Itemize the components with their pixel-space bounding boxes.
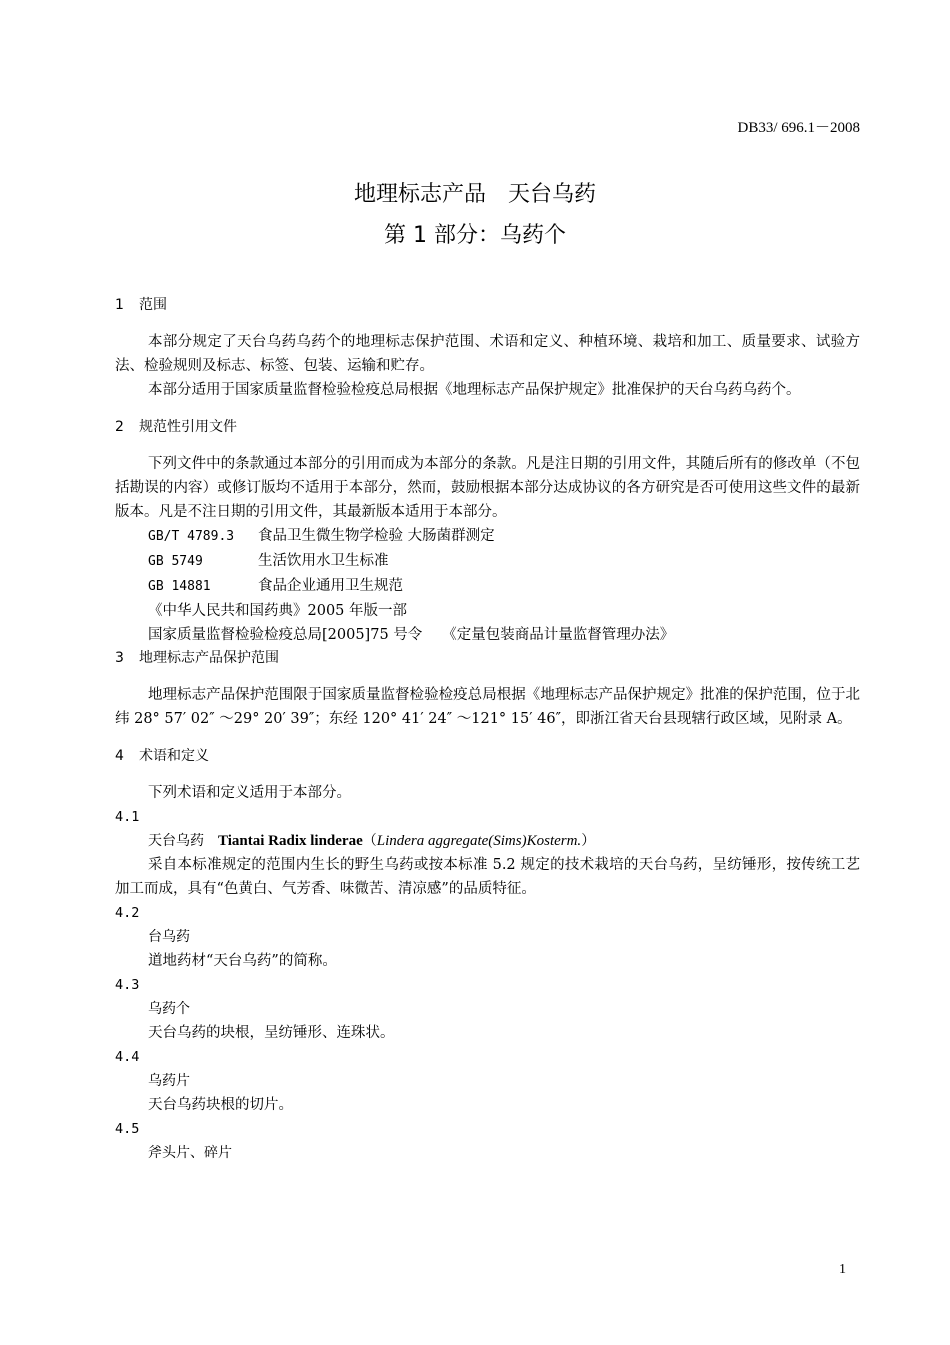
term-english: Tiantai Radix linderae xyxy=(218,833,363,849)
document-body xyxy=(115,294,860,1165)
section-number: 1 xyxy=(115,297,124,313)
reference-title: 食品卫生微生物学检验 大肠菌群测定 xyxy=(258,528,495,544)
paragraph: 本部分适用于国家质量监督检验检疫总局根据《地理标志产品保护规定》批准保护的天台乌药乌药个。 xyxy=(148,382,801,398)
reference-code: 国家质量监督检验检疫总局[2005]75 号令 xyxy=(148,627,423,643)
section-heading-terms xyxy=(115,745,860,767)
section-number: 4 xyxy=(115,748,124,764)
latin-paren-open: （ xyxy=(362,833,377,849)
term-definition: 天台乌药块根的切片。 xyxy=(148,1097,293,1113)
reference-code: GB 5749 xyxy=(148,554,203,569)
section-title: 地理标志产品保护范围 xyxy=(139,650,279,666)
term-number: 4.4 xyxy=(115,1049,140,1065)
latin-paren-close: ） xyxy=(581,833,596,849)
term-number: 4.1 xyxy=(115,809,140,825)
section-heading-scope xyxy=(115,294,860,316)
section-heading-normative-references xyxy=(115,416,860,438)
reference-code: GB 14881 xyxy=(148,579,211,594)
reference-item xyxy=(115,524,860,549)
reference-title: 《定量包装商品计量监督管理办法》 xyxy=(442,627,675,643)
paragraph: 地理标志产品保护范围限于国家质量监督检验检疫总局根据《地理标志产品保护规定》批准的保护范围，位于北纬 28° 57′ 02″ ～29° 20′ 39″；东经 120° 41′ 24″ ～121° 15′ 46″，即浙江省天台县现辖行政区域，见附录 A。 xyxy=(115,687,860,727)
reference-title: 食品企业通用卫生规范 xyxy=(258,578,403,594)
paragraph: 下列术语和定义适用于本部分。 xyxy=(148,785,351,801)
section-title: 规范性引用文件 xyxy=(139,419,237,435)
term-latin: Lindera aggregate(Sims)Kosterm. xyxy=(376,833,582,849)
section-title: 术语和定义 xyxy=(139,748,209,764)
term-heading: 乌药个 xyxy=(148,1001,190,1017)
term-number: 4.3 xyxy=(115,977,140,993)
section-number: 2 xyxy=(115,419,124,435)
reference-title: 生活饮用水卫生标准 xyxy=(258,553,389,569)
paragraph: 下列文件中的条款通过本部分的引用而成为本部分的条款。凡是注日期的引用文件，其随后所有的修改单（不包括勘误的内容）或修订版均不适用于本部分，然而，鼓励根据本部分达成协议的各方研究是否可使用这些文件的最新版本。凡是不注日期的引用文件，其最新版本适用于本部分。 xyxy=(115,456,860,520)
term-definition: 天台乌药的块根，呈纺锤形、连珠状。 xyxy=(148,1025,395,1041)
paragraph: 本部分规定了天台乌药乌药个的地理标志保护范围、术语和定义、种植环境、栽培和加工、质量要求、试验方法、检验规则及标志、标签、包装、运输和贮存。 xyxy=(115,334,860,374)
section-number: 3 xyxy=(115,650,124,666)
term-heading: 台乌药 xyxy=(148,929,190,945)
document-subtitle: 第 1 部分：乌药个 xyxy=(384,223,566,248)
term-heading xyxy=(115,829,860,853)
term-number: 4.5 xyxy=(115,1121,140,1137)
term-chinese: 天台乌药 xyxy=(148,833,204,849)
reference-item xyxy=(115,574,860,599)
reference-code: GB/T 4789.3 xyxy=(148,529,235,544)
term-number: 4.2 xyxy=(115,905,140,921)
standard-number: DB33/ 696.1－2008 xyxy=(737,120,860,136)
section-heading-protection-area xyxy=(115,647,860,669)
reference-item xyxy=(115,549,860,574)
term-heading: 斧头片、碎片 xyxy=(148,1145,232,1161)
term-definition: 道地药材“天台乌药”的简称。 xyxy=(148,953,337,969)
document-title: 地理标志产品 天台乌药 xyxy=(353,182,596,207)
reference-item: 《中华人民共和国药典》2005 年版一部 xyxy=(148,603,408,619)
section-title: 范围 xyxy=(139,297,167,313)
page-number: 1 xyxy=(839,1262,846,1277)
reference-item xyxy=(115,623,860,647)
term-heading: 乌药片 xyxy=(148,1073,190,1089)
term-definition: 采自本标准规定的范围内生长的野生乌药或按本标准 5.2 规定的技术栽培的天台乌药，呈纺锤形，按传统工艺加工而成，具有“色黄白、气芳香、味微苦、清凉感”的品质特征。 xyxy=(115,857,860,897)
